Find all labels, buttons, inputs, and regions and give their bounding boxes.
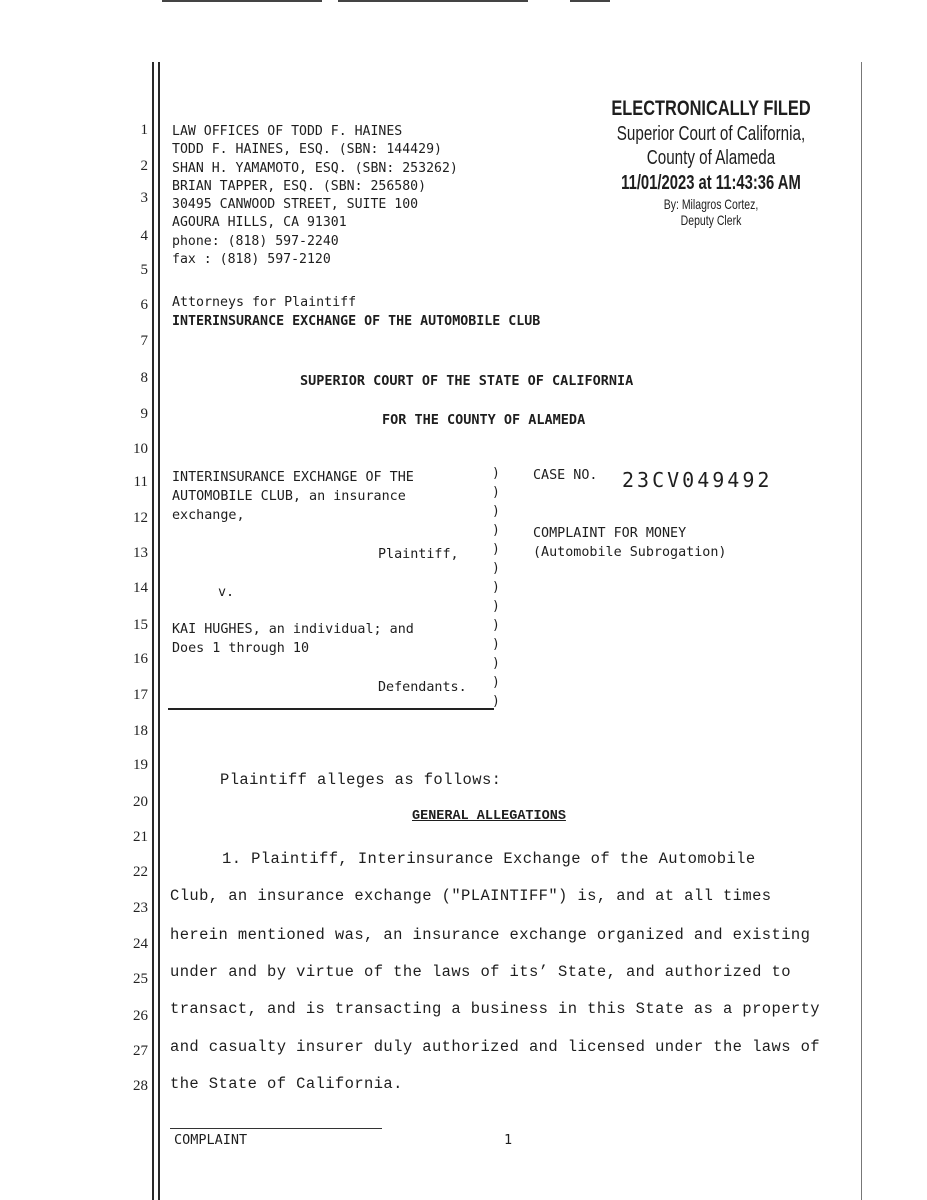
line-number: 5 — [140, 262, 148, 278]
client-name: INTERINSURANCE EXCHANGE OF THE AUTOMOBILE CLUB — [172, 314, 541, 329]
filing-stamp — [576, 96, 846, 228]
caption-paren: ) — [492, 637, 500, 652]
scan-mark — [162, 0, 322, 2]
caption-paren: ) — [492, 466, 500, 481]
line-number: 27 — [133, 1043, 148, 1059]
scan-mark — [338, 0, 528, 2]
pleading-rule-left-inner — [158, 62, 160, 1200]
paragraph-line: and casualty insurer duly authorized and licensed under the laws of — [170, 1038, 821, 1056]
intro-text: Plaintiff alleges as follows: — [220, 771, 502, 789]
line-number: 9 — [140, 406, 148, 422]
line-number: 7 — [140, 333, 148, 349]
header-line: 30495 CANWOOD STREET, SUITE 100 — [172, 197, 419, 213]
defendant-label: Defendants. — [378, 680, 467, 695]
stamp-datetime: 11/01/2023 at 11:43:36 AM — [621, 172, 801, 194]
scan-mark — [570, 0, 610, 2]
line-number: 19 — [133, 757, 148, 773]
line-number: 16 — [133, 651, 148, 667]
paragraph-line: 1. Plaintiff, Interinsurance Exchange of the Automobile — [222, 850, 756, 868]
line-number: 22 — [133, 864, 148, 880]
header-line: SHAN H. YAMAMOTO, ESQ. (SBN: 253262) — [172, 160, 458, 176]
header-line: LAW OFFICES OF TODD F. HAINES — [172, 124, 403, 139]
stamp-role: Deputy Clerk — [680, 212, 742, 228]
line-number: 10 — [133, 441, 148, 457]
versus: v. — [218, 585, 235, 600]
line-number: 4 — [140, 228, 148, 244]
caption-paren: ) — [492, 523, 500, 538]
caption-paren: ) — [492, 694, 500, 709]
doc-title: COMPLAINT FOR MONEY — [533, 526, 687, 541]
case-number: 23CV049492 — [622, 468, 773, 492]
pleading-rule-left-outer — [152, 62, 154, 1200]
line-number: 20 — [133, 794, 148, 810]
page-number: 1 — [504, 1132, 513, 1148]
doc-subtitle: (Automobile Subrogation) — [533, 545, 727, 560]
footer-label: COMPLAINT — [174, 1132, 248, 1148]
stamp-title: ELECTRONICALLY FILED — [611, 97, 811, 120]
paragraph-line: transact, and is transacting a business in this State as a property — [170, 1000, 821, 1018]
caption-paren: ) — [492, 542, 500, 557]
pleading-rule-right — [861, 62, 862, 1200]
header-line: fax : (818) 597-2120 — [172, 252, 331, 268]
stamp-by: By: Milagros Cortez, — [663, 196, 759, 212]
line-number: 11 — [133, 474, 148, 490]
caption-paren: ) — [492, 504, 500, 519]
line-number: 3 — [140, 190, 148, 206]
line-number: 2 — [140, 158, 148, 174]
caption-plaintiff — [172, 468, 414, 525]
plaintiff-label: Plaintiff, — [378, 547, 459, 562]
line-number: 26 — [133, 1008, 148, 1024]
line-number: 18 — [133, 723, 148, 739]
stamp-court: Superior Court of California, — [616, 123, 806, 145]
line-number: 1 — [140, 122, 148, 138]
caption-defendant — [172, 620, 414, 658]
header-line: phone: (818) 597-2240 — [172, 233, 339, 249]
line-number: 8 — [140, 370, 148, 386]
caption-paren: ) — [492, 675, 500, 690]
attorneys-for: Attorneys for Plaintiff — [172, 295, 357, 310]
caption-paren: ) — [492, 618, 500, 633]
line-number: 15 — [133, 617, 148, 633]
caption-paren: ) — [492, 485, 500, 500]
caption-line: KAI HUGHES, an individual; and — [172, 622, 414, 637]
line-number: 23 — [133, 900, 148, 916]
caption-line: Does 1 through 10 — [172, 641, 310, 656]
paragraph-line: herein mentioned was, an insurance exchange organized and existing — [170, 926, 811, 944]
case-no-label: CASE NO. — [533, 468, 598, 483]
paragraph-line: the State of California. — [170, 1075, 403, 1093]
attorney-header — [172, 123, 458, 269]
caption-paren: ) — [492, 580, 500, 595]
caption-paren: ) — [492, 599, 500, 614]
caption-paren: ) — [492, 656, 500, 671]
county-line: FOR THE COUNTY OF ALAMEDA — [382, 412, 586, 428]
line-number: 17 — [133, 687, 148, 703]
caption-line: exchange, — [172, 508, 245, 523]
caption-paren: ) — [492, 561, 500, 576]
line-number: 12 — [133, 510, 148, 526]
line-number: 28 — [133, 1078, 148, 1094]
court-name: SUPERIOR COURT OF THE STATE OF CALIFORNIA — [300, 373, 634, 389]
line-number: 24 — [133, 936, 148, 952]
line-number: 25 — [133, 971, 148, 987]
header-line: AGOURA HILLS, CA 91301 — [172, 215, 347, 231]
paragraph-line: under and by virtue of the laws of its’ State, and authorized to — [170, 963, 791, 981]
stamp-county: County of Alameda — [646, 147, 776, 169]
header-line: BRIAN TAPPER, ESQ. (SBN: 256580) — [172, 178, 427, 194]
line-number: 13 — [133, 545, 148, 561]
section-heading: GENERAL ALLEGATIONS — [412, 809, 566, 824]
line-number: 6 — [140, 297, 148, 313]
paragraph-line: Club, an insurance exchange ("PLAINTIFF") is, and at all times — [170, 887, 772, 905]
caption-line: AUTOMOBILE CLUB, an insurance — [172, 489, 406, 504]
footer-rule — [170, 1128, 382, 1129]
line-number: 14 — [133, 580, 148, 596]
caption-line: INTERINSURANCE EXCHANGE OF THE — [172, 470, 414, 485]
header-line: TODD F. HAINES, ESQ. (SBN: 144429) — [172, 142, 442, 158]
caption-underline — [168, 708, 494, 710]
line-number: 21 — [133, 829, 148, 845]
